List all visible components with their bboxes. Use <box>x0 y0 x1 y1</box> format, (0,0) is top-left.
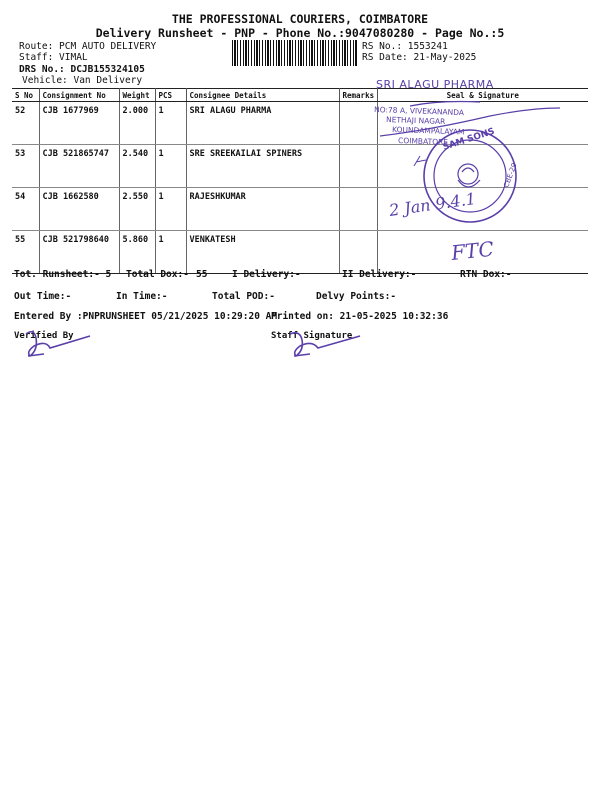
cell-pcs: 1 <box>155 145 186 188</box>
seal-signature-drawing <box>370 76 570 266</box>
route-label: Route: PCM AUTO DELIVERY <box>19 41 157 52</box>
stamp-line1: NO:78 A, VIVEKANANDA <box>373 105 465 118</box>
cell-sno: 54 <box>12 188 39 231</box>
total-dox-value: 55 <box>196 269 208 280</box>
col-consignment: Consignment No <box>39 89 119 102</box>
cell-consignment: CJB 1677969 <box>39 102 119 145</box>
cell-consignment: CJB 521798640 <box>39 231 119 274</box>
stamp-circle-text: SAM SONS <box>441 126 496 153</box>
cell-consignment: CJB 521865747 <box>39 145 119 188</box>
stamp-line4: COIMBATORE <box>397 136 449 147</box>
barcode <box>232 40 358 66</box>
col-remarks: Remarks <box>339 89 377 102</box>
cell-consignee: SRE SREEKAILAI SPINERS <box>186 145 339 188</box>
stamp-line2: NETHAJI NAGAR <box>385 115 446 127</box>
verified-signature-scribble <box>20 326 100 362</box>
tot-runsheet: Tot. Runsheet:- 5 <box>14 269 112 280</box>
cell-consignment: CJB 1662580 <box>39 188 119 231</box>
cell-consignee: SRI ALAGU PHARMA <box>186 102 339 145</box>
col-consignee: Consignee Details <box>186 89 339 102</box>
handwritten-note: FTC <box>450 236 495 265</box>
in-time: In Time:- <box>116 291 168 302</box>
rtn-dox: RTN Dox:- <box>460 269 512 280</box>
printed-on: Printed on: 21-05-2025 10:32:36 <box>271 311 449 322</box>
col-seal: Seal & Signature <box>377 89 588 102</box>
col-pcs: PCS <box>155 89 186 102</box>
out-time: Out Time:- <box>14 291 72 302</box>
cell-sno: 55 <box>12 231 39 274</box>
staff-signature-scribble <box>286 326 366 362</box>
stamp-name: SRI ALAGU PHARMA <box>376 78 494 91</box>
entered-by: Entered By :PNPRUNSHEET 05/21/2025 10:29:20 AM <box>14 311 278 322</box>
cell-consignee: VENKATESH <box>186 231 339 274</box>
cell-weight: 2.000 <box>119 102 155 145</box>
cell-sno: 53 <box>12 145 39 188</box>
delvy-points: Delvy Points:- <box>316 291 397 302</box>
handwritten-code: 2 Jan 9.4.1 <box>387 188 478 220</box>
drs-number: DRS No.: DCJB155324105 <box>19 64 145 75</box>
cell-pcs: 1 <box>155 102 186 145</box>
staff-label: Staff: VIMAL <box>19 52 88 63</box>
rs-number: RS No.: 1553241 <box>362 41 448 52</box>
col-sno: S No <box>12 89 39 102</box>
company-title: THE PROFESSIONAL COURIERS, COIMBATORE <box>171 12 429 26</box>
total-pod: Total POD:- <box>212 291 275 302</box>
col-weight: Weight <box>119 89 155 102</box>
runsheet-subtitle: Delivery Runsheet - PNP - Phone No.:9047080280 - Page No.:5 <box>95 26 505 40</box>
cell-consignee: RAJESHKUMAR <box>186 188 339 231</box>
ii-delivery: II Delivery:- <box>342 269 417 280</box>
total-dox-label: Total Dox:- <box>126 269 189 280</box>
cell-weight: 2.550 <box>119 188 155 231</box>
i-delivery: I Delivery:- <box>232 269 301 280</box>
vehicle-label: Vehicle: Van Delivery <box>22 75 143 86</box>
cell-weight: 2.540 <box>119 145 155 188</box>
staff-signature-label: Staff Signature <box>271 331 353 341</box>
verified-by-label: Verified By <box>14 331 74 341</box>
cell-pcs: 1 <box>155 231 186 274</box>
rs-date: RS Date: 21-May-2025 <box>362 52 477 63</box>
cell-sno: 52 <box>12 102 39 145</box>
stamp-circle-sub: CBE-29 <box>502 161 519 189</box>
stamp-line3: KOUNDAMPALAYAM <box>391 125 465 137</box>
cell-pcs: 1 <box>155 188 186 231</box>
cell-weight: 5.860 <box>119 231 155 274</box>
